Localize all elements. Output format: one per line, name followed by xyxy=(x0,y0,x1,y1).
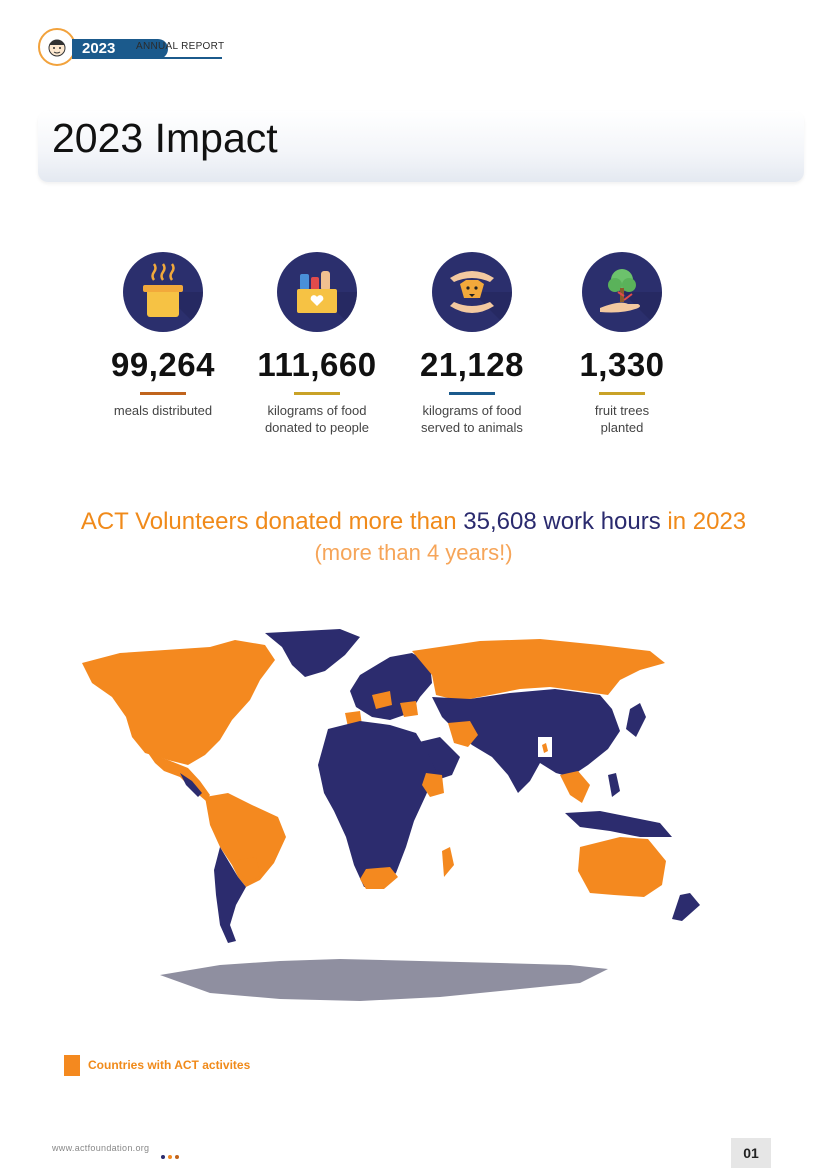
act-foundation-logo xyxy=(38,28,76,66)
stat-food-animals xyxy=(392,252,552,436)
volunteer-text-part1: ACT Volunteers donated more than xyxy=(80,508,464,535)
volunteer-subline: (more than 4 years!) xyxy=(314,540,513,565)
stat-underline xyxy=(449,392,495,395)
madagascar xyxy=(442,847,454,877)
stat-underline xyxy=(294,392,340,395)
stat-label: fruit trees planted xyxy=(594,403,650,435)
indonesia xyxy=(565,811,672,837)
legend-label: Countries with ACT activites xyxy=(88,1058,251,1072)
southeast-asia xyxy=(560,771,590,803)
volunteer-headline xyxy=(0,508,827,536)
header-underline xyxy=(134,57,222,59)
volunteer-hours: 35,608 xyxy=(463,508,537,535)
australia xyxy=(578,837,666,897)
footer-dots xyxy=(161,1146,182,1164)
stat-value: 99,264 xyxy=(111,346,215,383)
annual-report-label: ANNUAL REPORT xyxy=(136,41,225,52)
south-africa xyxy=(360,867,398,889)
pot-icon xyxy=(123,252,203,332)
japan xyxy=(626,703,646,737)
page-number: 01 xyxy=(731,1138,771,1168)
philippines xyxy=(608,773,620,797)
stat-underline xyxy=(140,392,186,395)
stat-meals xyxy=(83,252,243,419)
volunteer-text-part2: work hours xyxy=(536,508,661,535)
stat-value: 111,660 xyxy=(257,346,377,383)
stat-value: 1,330 xyxy=(579,346,665,383)
north-america xyxy=(82,640,275,765)
report-header xyxy=(38,28,238,68)
page-title: 2023 Impact xyxy=(52,115,278,161)
stat-value: 21,128 xyxy=(420,346,524,383)
food-basket-icon xyxy=(277,252,357,332)
title-bar xyxy=(38,111,804,182)
footer-url[interactable]: www.actfoundation.org xyxy=(52,1143,150,1153)
dot-orange xyxy=(168,1155,172,1159)
stat-label: kilograms of food served to animals xyxy=(421,403,523,435)
europe xyxy=(350,653,432,720)
legend-swatch xyxy=(64,1055,80,1076)
volunteer-text-part3: in 2023 xyxy=(660,508,747,535)
greenland xyxy=(265,629,360,677)
antarctica xyxy=(160,959,608,1001)
africa xyxy=(318,721,436,887)
stat-label: kilograms of food donated to people xyxy=(264,403,370,435)
dot-navy xyxy=(161,1155,165,1159)
stat-underline xyxy=(599,392,645,395)
dog-in-hands-icon xyxy=(432,252,512,332)
tree-in-hand-icon xyxy=(582,252,662,332)
report-year-badge: 2023 xyxy=(72,39,168,59)
new-zealand xyxy=(672,893,700,921)
stat-label: meals distributed xyxy=(113,403,213,418)
world-map xyxy=(60,625,720,1005)
stat-food-people xyxy=(237,252,397,436)
stat-trees xyxy=(542,252,702,436)
dot-brown xyxy=(175,1155,179,1159)
